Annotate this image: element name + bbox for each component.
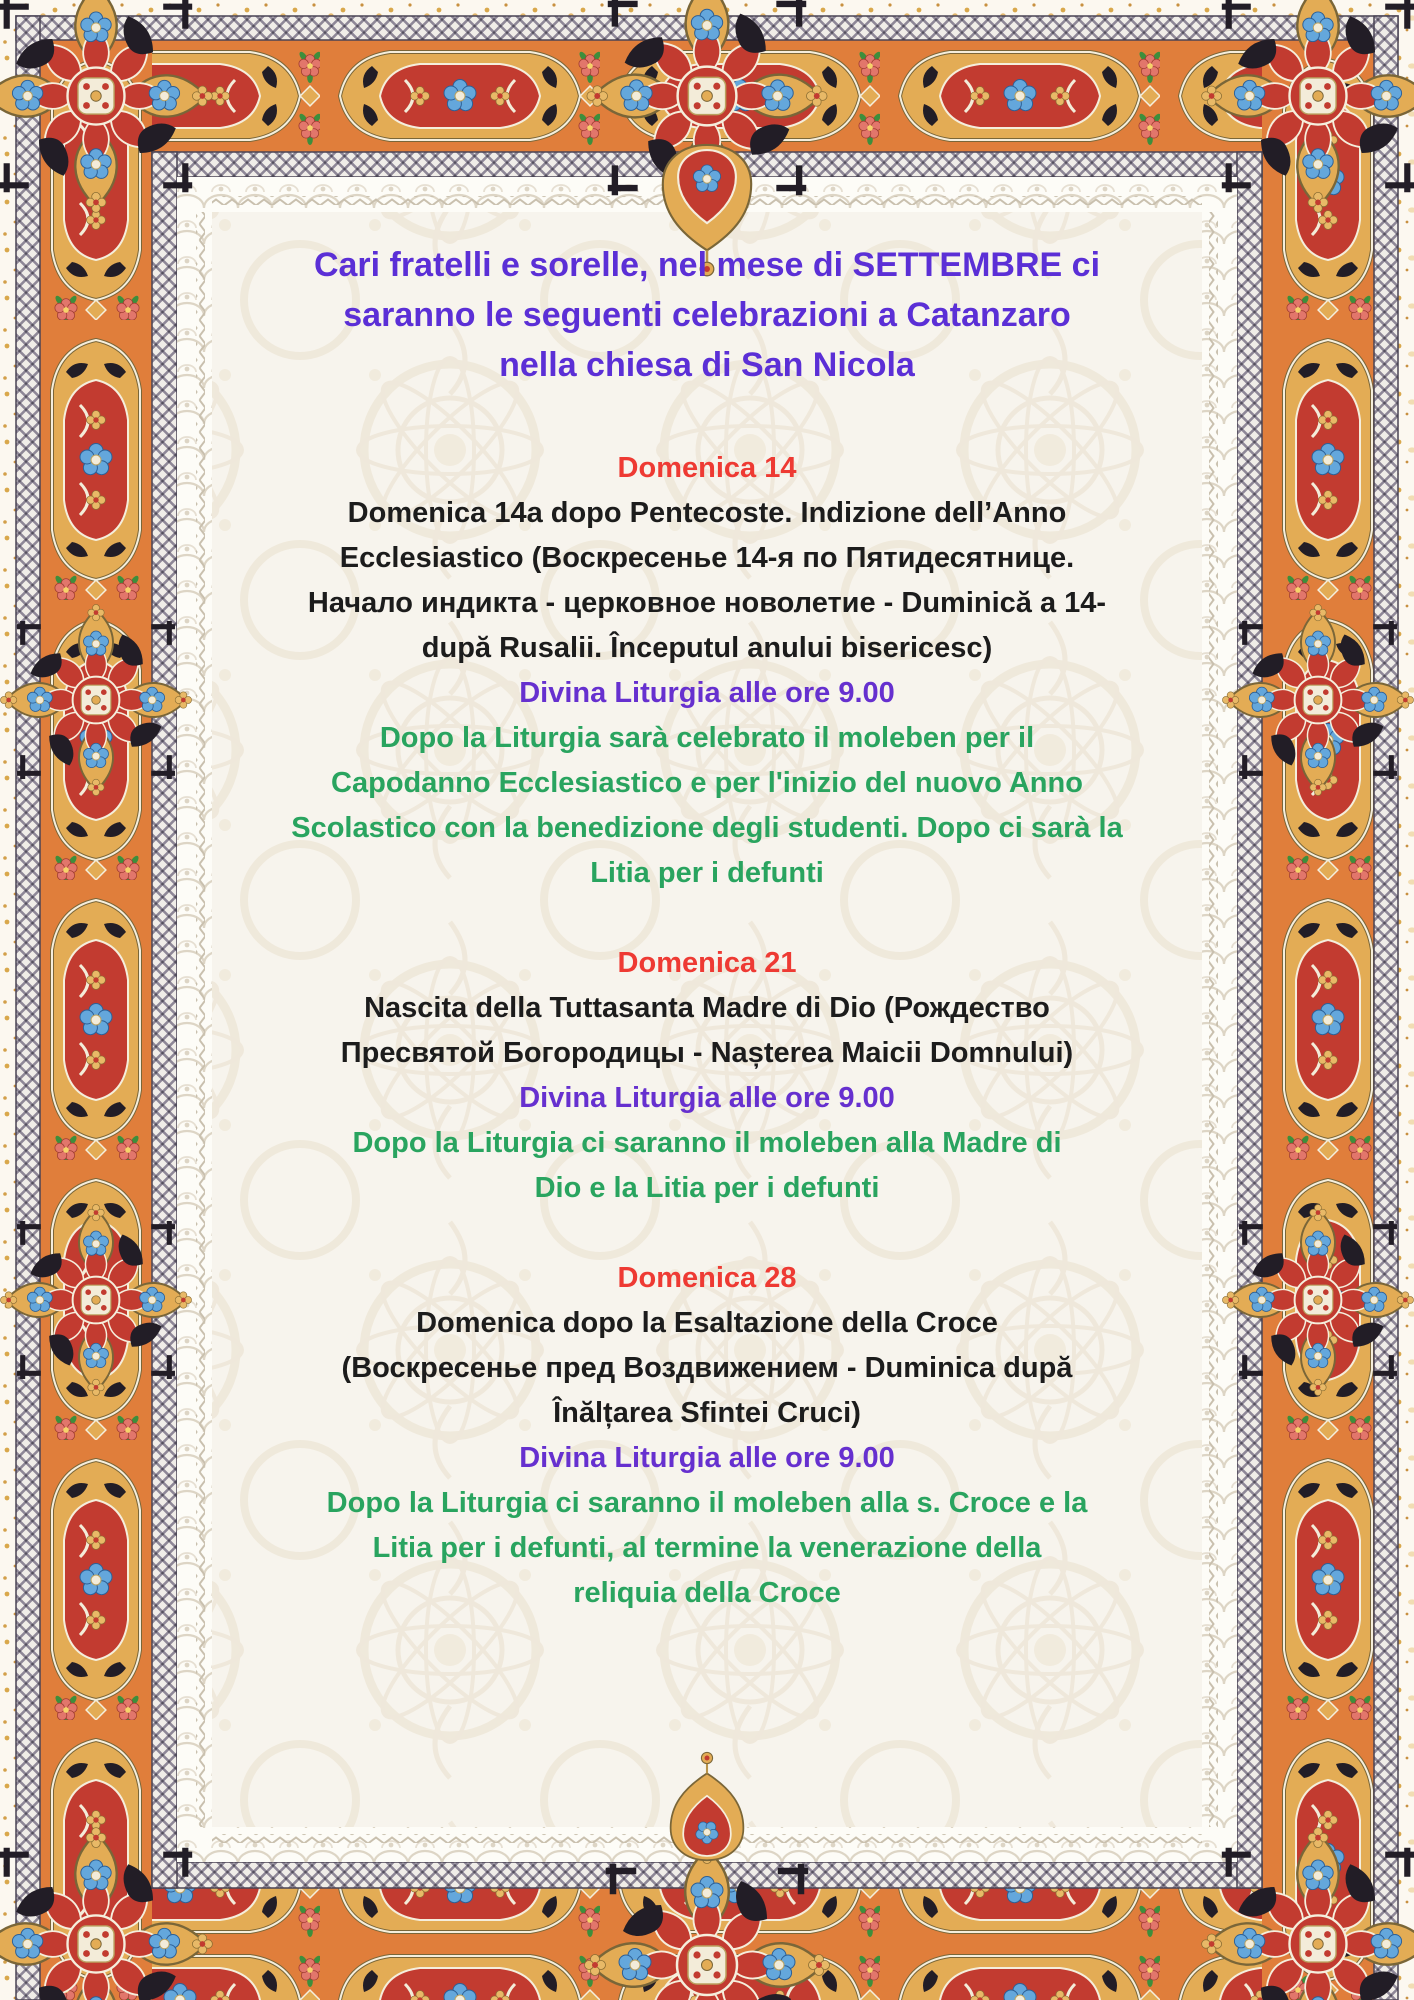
section-detail-line: Начало индикта - церковное новолетие - Duminică a 14- (307, 587, 1107, 619)
section-domenica-28 (202, 1256, 1212, 1616)
section-domenica-14 (202, 446, 1212, 896)
section-note-line: reliquia della Croce (573, 1577, 841, 1609)
section-detail-line: Înălțarea Sfintei Cruci) (553, 1397, 861, 1429)
page-title (202, 240, 1212, 390)
section-note-line: Capodanno Ecclesiastico e per l'inizio del nuovo Anno (331, 767, 1083, 799)
liturgy-time-line: Divina Liturgia alle ore 9.00 (519, 1442, 895, 1474)
section-detail-line: Domenica 14a dopo Pentecoste. Indizione dell’Anno (347, 497, 1067, 529)
section-note-line: Dopo la Liturgia ci saranno il moleben alla s. Croce e la (326, 1487, 1088, 1519)
section-detail-line: Nascita della Tuttasanta Madre di Dio (Рождество (364, 992, 1050, 1024)
section-note-line: Litia per i defunti, al termine la venerazione della (372, 1532, 1042, 1564)
section-heading: Domenica 28 (617, 1262, 797, 1294)
title-line: nella chiesa di San Nicola (499, 346, 915, 384)
section-domenica-21 (202, 941, 1212, 1211)
section-detail-line: (Воскресенье пред Воздвижением - Duminica după (341, 1352, 1073, 1384)
section-note-line: Dopo la Liturgia sarà celebrato il moleben per il (379, 722, 1035, 754)
section-note-line: Litia per i defunti (590, 857, 824, 889)
section-heading: Domenica 14 (617, 452, 797, 484)
announcement-content (202, 240, 1212, 1661)
section-note-line: Dio e la Litia per i defunti (534, 1172, 880, 1204)
liturgy-time-line: Divina Liturgia alle ore 9.00 (519, 1082, 895, 1114)
section-note-line: Dopo la Liturgia ci saranno il moleben alla Madre di (352, 1127, 1062, 1159)
title-line: saranno le seguenti celebrazioni a Catanzaro (343, 296, 1071, 334)
section-detail-line: Ecclesiastico (Воскресенье 14-я по Пятидесятнице. (339, 542, 1075, 574)
section-heading: Domenica 21 (617, 947, 797, 979)
section-detail-line: Domenica dopo la Esaltazione della Croce (416, 1307, 998, 1339)
section-note-line: Scolastico con la benedizione degli studenti. Dopo ci sarà la (291, 812, 1123, 844)
title-line: Cari fratelli e sorelle, nel mese di SETTEMBRE ci (313, 246, 1101, 284)
section-detail-line: după Rusalii. Începutul anului bisericesc) (421, 632, 993, 664)
section-detail-line: Пресвятой Богородицы - Nașterea Maicii Domnului) (340, 1037, 1074, 1069)
liturgy-time-line: Divina Liturgia alle ore 9.00 (519, 677, 895, 709)
